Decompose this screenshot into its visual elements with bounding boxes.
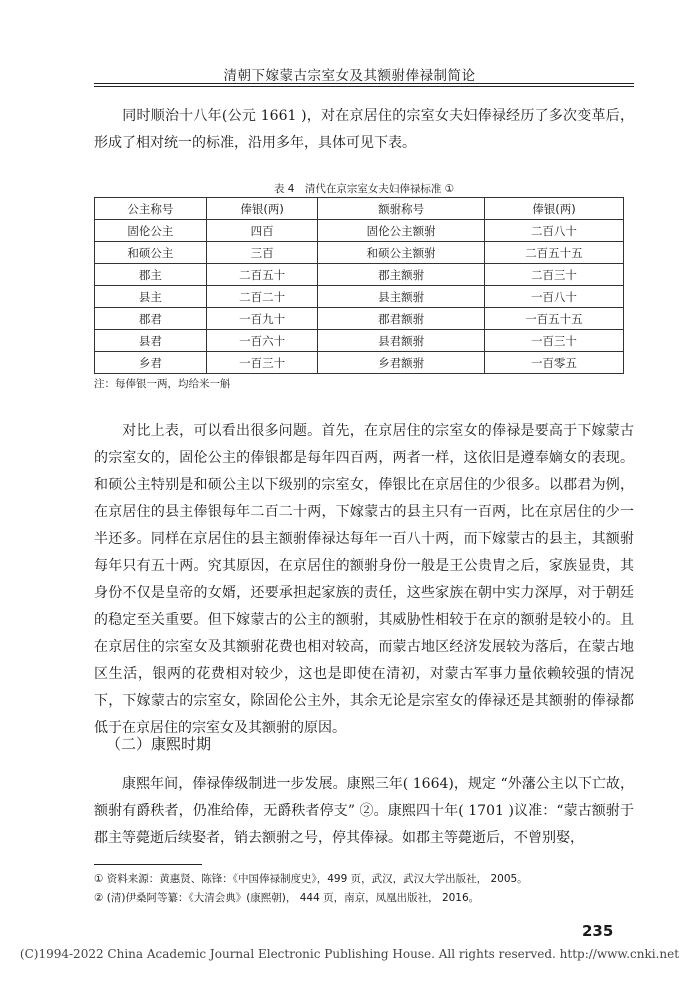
column-header: 俸银(两): [484, 198, 623, 220]
footnote-rule: [94, 864, 202, 865]
table-cell: 郡君额驸: [318, 308, 484, 330]
table-cell: 固伦公主: [95, 220, 207, 242]
table-cell: 和硕公主: [95, 242, 207, 264]
column-header: 俸银(两): [206, 198, 318, 220]
table-cell: 一百三十: [206, 352, 318, 374]
copyright-line: (C)1994-2022 China Academic Journal Electronic Publishing House. All rights reserved. http://www.cnki.net: [19, 947, 680, 961]
table-cell: 县主: [95, 286, 207, 308]
table-header-row: [95, 198, 624, 220]
footnote: ② (清)伊桑阿等纂：《大清会典》(康熙朝)， 444 页，南京，凤凰出版社， 2016。: [94, 892, 480, 904]
column-header: 额驸称号: [318, 198, 484, 220]
header-rule: [94, 83, 634, 84]
analysis-paragraph: 对比上表，可以看出很多问题。首先，在京居住的宗室女的俸禄是要高于下嫁蒙古的宗室女的，固伦公主的俸银都是每年四百两，两者一样，这依旧是遵奉嫡女的表现。和硕公主特别是和硕公主以下级别的宗室女，俸银比在京居住的少很多。以郡君为例，在京居住的县主俸银每年二百二十两，下嫁蒙古的县主只有一百两，比在京居住的少一半还多。同样在京居住的县主额驸俸禄达每年一百八十两，而下嫁蒙古的县主，其额驸每年只有五十两。究其原因，在京居住的额驸身份一般是王公贵胄之后，家族显贵，其身份不仅是皇帝的女婿，还要承担起家族的责任，这些家族在朝中实力深厚，对于朝廷的稳定至关重要。但下嫁蒙古的公主的额驸，其威胁性相较于在京的额驸是较小的。且在京居住的宗室女及其额驸花费也相对较高，而蒙古地区经济发展较为落后，在蒙古地区生活，银两的花费相对较少，这也是即使在清初，对蒙古军事力量依赖较强的情况下，下嫁蒙古的宗室女，除固伦公主外，其余无论是宗室女的俸禄还是其额驸的俸禄都低于在京居住的宗室女及其额驸的原因。: [94, 423, 634, 736]
table-cell: 三百: [206, 242, 318, 264]
running-header: 清朝下嫁蒙古宗室女及其额驸俸禄制简论: [223, 68, 476, 84]
table-cell: 二百二十: [206, 286, 318, 308]
footnote: ① 资料来源：黄惠贤、陈锋：《中国俸禄制度史》，499 页，武汉，武汉大学出版社， 2005。: [94, 873, 528, 885]
table-cell: 固伦公主额驸: [318, 220, 484, 242]
table-note: 注：每俸银一两，均给米一斛: [94, 378, 231, 390]
intro-paragraph: 同时顺治十八年(公元 1661 )，对在京居住的宗室女夫妇俸禄经历了多次变革后，形成了相对统一的标准，沿用多年，具体可见下表。: [94, 108, 634, 151]
table-cell: 二百五十: [206, 264, 318, 286]
table-cell: 一百三十: [484, 330, 623, 352]
table-row: [95, 264, 624, 286]
table-cell: 和硕公主额驸: [318, 242, 484, 264]
table-cell: 郡主额驸: [318, 264, 484, 286]
page-number: 235: [582, 922, 614, 940]
table-row: [95, 330, 624, 352]
stipend-table: [94, 197, 624, 374]
table-cell: 县君: [95, 330, 207, 352]
table-cell: 乡君额驸: [318, 352, 484, 374]
section-heading: （二）康熙时期: [106, 735, 212, 753]
header-rule-thin: [94, 86, 634, 87]
table-cell: 郡主: [95, 264, 207, 286]
column-header: 公主称号: [95, 198, 207, 220]
table-cell: 一百六十: [206, 330, 318, 352]
table-cell: 一百八十: [484, 286, 623, 308]
table-row: [95, 286, 624, 308]
table-row: [95, 352, 624, 374]
table-cell: 二百五十五: [484, 242, 623, 264]
table-row: [95, 242, 624, 264]
table-cell: 二百三十: [484, 264, 623, 286]
table-cell: 一百零五: [484, 352, 623, 374]
table-cell: 一百五十五: [484, 308, 623, 330]
table-cell: 县君额驸: [318, 330, 484, 352]
kangxi-paragraph: 康熙年间，俸禄俸级制进一步发展。康熙三年( 1664)，规定 “外藩公主以下亡故，额驸有爵秩者，仍准给俸，无爵秩者停支” ②。康熙四十年( 1701 )议准：“蒙古额驸于郡主等薨逝后续娶者，销去额驸之号，停其俸禄。如郡主等薨逝后，不曾别娶，: [94, 776, 634, 846]
table-row: [95, 220, 624, 242]
table-cell: 县主额驸: [318, 286, 484, 308]
table-cell: 四百: [206, 220, 318, 242]
table-caption: 表 4 清代在京宗室女夫妇俸禄标准 ①: [273, 183, 455, 195]
table-cell: 二百八十: [484, 220, 623, 242]
table-cell: 郡君: [95, 308, 207, 330]
table-cell: 一百九十: [206, 308, 318, 330]
table-cell: 乡君: [95, 352, 207, 374]
table-row: [95, 308, 624, 330]
